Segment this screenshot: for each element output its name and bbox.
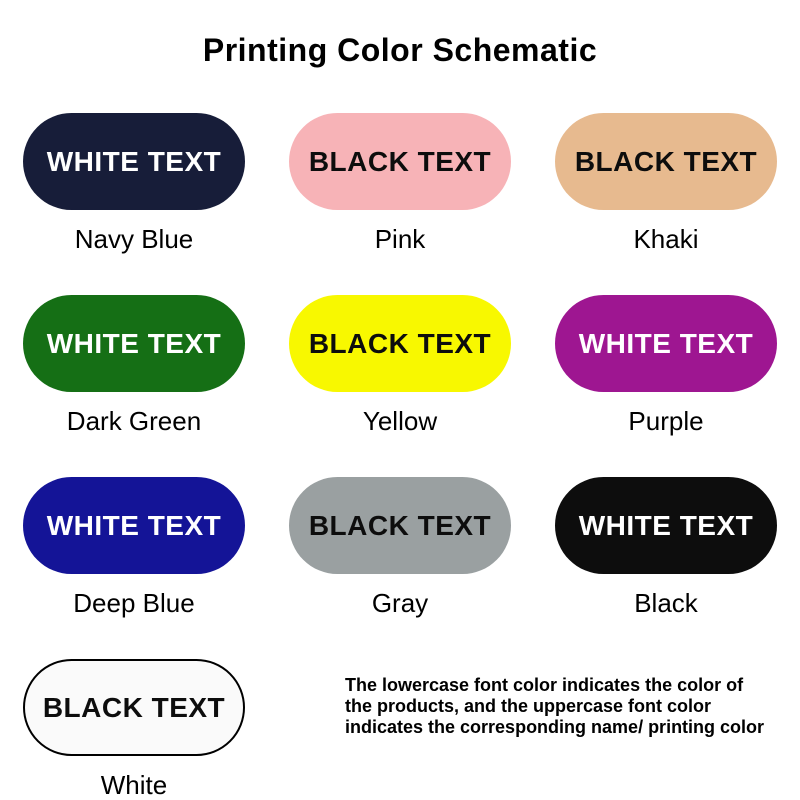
swatch-cell-dark-green xyxy=(23,295,245,437)
pill-text: WHITE TEXT xyxy=(578,509,754,541)
color-label: Deep Blue xyxy=(73,588,195,618)
swatch-cell-purple xyxy=(555,295,777,437)
color-label: Black xyxy=(634,588,698,618)
color-pill-black xyxy=(555,477,777,574)
page-title: Printing Color Schematic xyxy=(202,32,598,68)
legend-note xyxy=(345,675,764,800)
swatch-cell-deep-blue xyxy=(23,477,245,619)
color-pill-khaki xyxy=(555,113,777,210)
color-label: Yellow xyxy=(362,406,438,436)
pill-text: BLACK TEXT xyxy=(308,327,492,359)
swatch-cell-yellow xyxy=(289,295,511,437)
color-label: Pink xyxy=(374,224,426,254)
swatch-cell-black xyxy=(555,477,777,619)
legend-note-line: The lowercase font color indicates the color of xyxy=(345,675,744,695)
pill-text: WHITE TEXT xyxy=(578,327,754,359)
color-pill-dark-green xyxy=(23,295,245,392)
pill-text: BLACK TEXT xyxy=(308,509,492,541)
pill-text: WHITE TEXT xyxy=(46,509,222,541)
color-pill-purple xyxy=(555,295,777,392)
color-label: Navy Blue xyxy=(74,224,194,254)
swatch-cell-navy-blue xyxy=(23,113,245,255)
color-pill-deep-blue xyxy=(23,477,245,574)
color-label: Khaki xyxy=(633,224,699,254)
pill-text: BLACK TEXT xyxy=(308,145,492,177)
color-pill-white xyxy=(23,659,245,756)
color-pill-pink xyxy=(289,113,511,210)
swatch-grid xyxy=(0,113,800,800)
swatch-row-4 xyxy=(0,659,800,800)
swatch-cell-khaki xyxy=(555,113,777,255)
color-label: Dark Green xyxy=(66,406,202,436)
swatch-cell-gray xyxy=(289,477,511,619)
pill-text: BLACK TEXT xyxy=(42,691,226,723)
pill-text: BLACK TEXT xyxy=(574,145,758,177)
pill-text: WHITE TEXT xyxy=(46,145,222,177)
legend-note-line: the products, and the uppercase font color xyxy=(345,696,712,716)
color-label: White xyxy=(100,770,168,800)
swatch-row-3 xyxy=(0,477,800,619)
legend-note-line: indicates the corresponding name/ printing color xyxy=(345,717,765,737)
swatch-row-1 xyxy=(0,113,800,255)
color-pill-gray xyxy=(289,477,511,574)
swatch-row-2 xyxy=(0,295,800,437)
swatch-cell-pink xyxy=(289,113,511,255)
swatch-cell-white xyxy=(23,659,245,800)
color-label: Purple xyxy=(628,406,704,436)
color-pill-yellow xyxy=(289,295,511,392)
color-label: Gray xyxy=(371,588,429,618)
color-pill-navy-blue xyxy=(23,113,245,210)
pill-text: WHITE TEXT xyxy=(46,327,222,359)
